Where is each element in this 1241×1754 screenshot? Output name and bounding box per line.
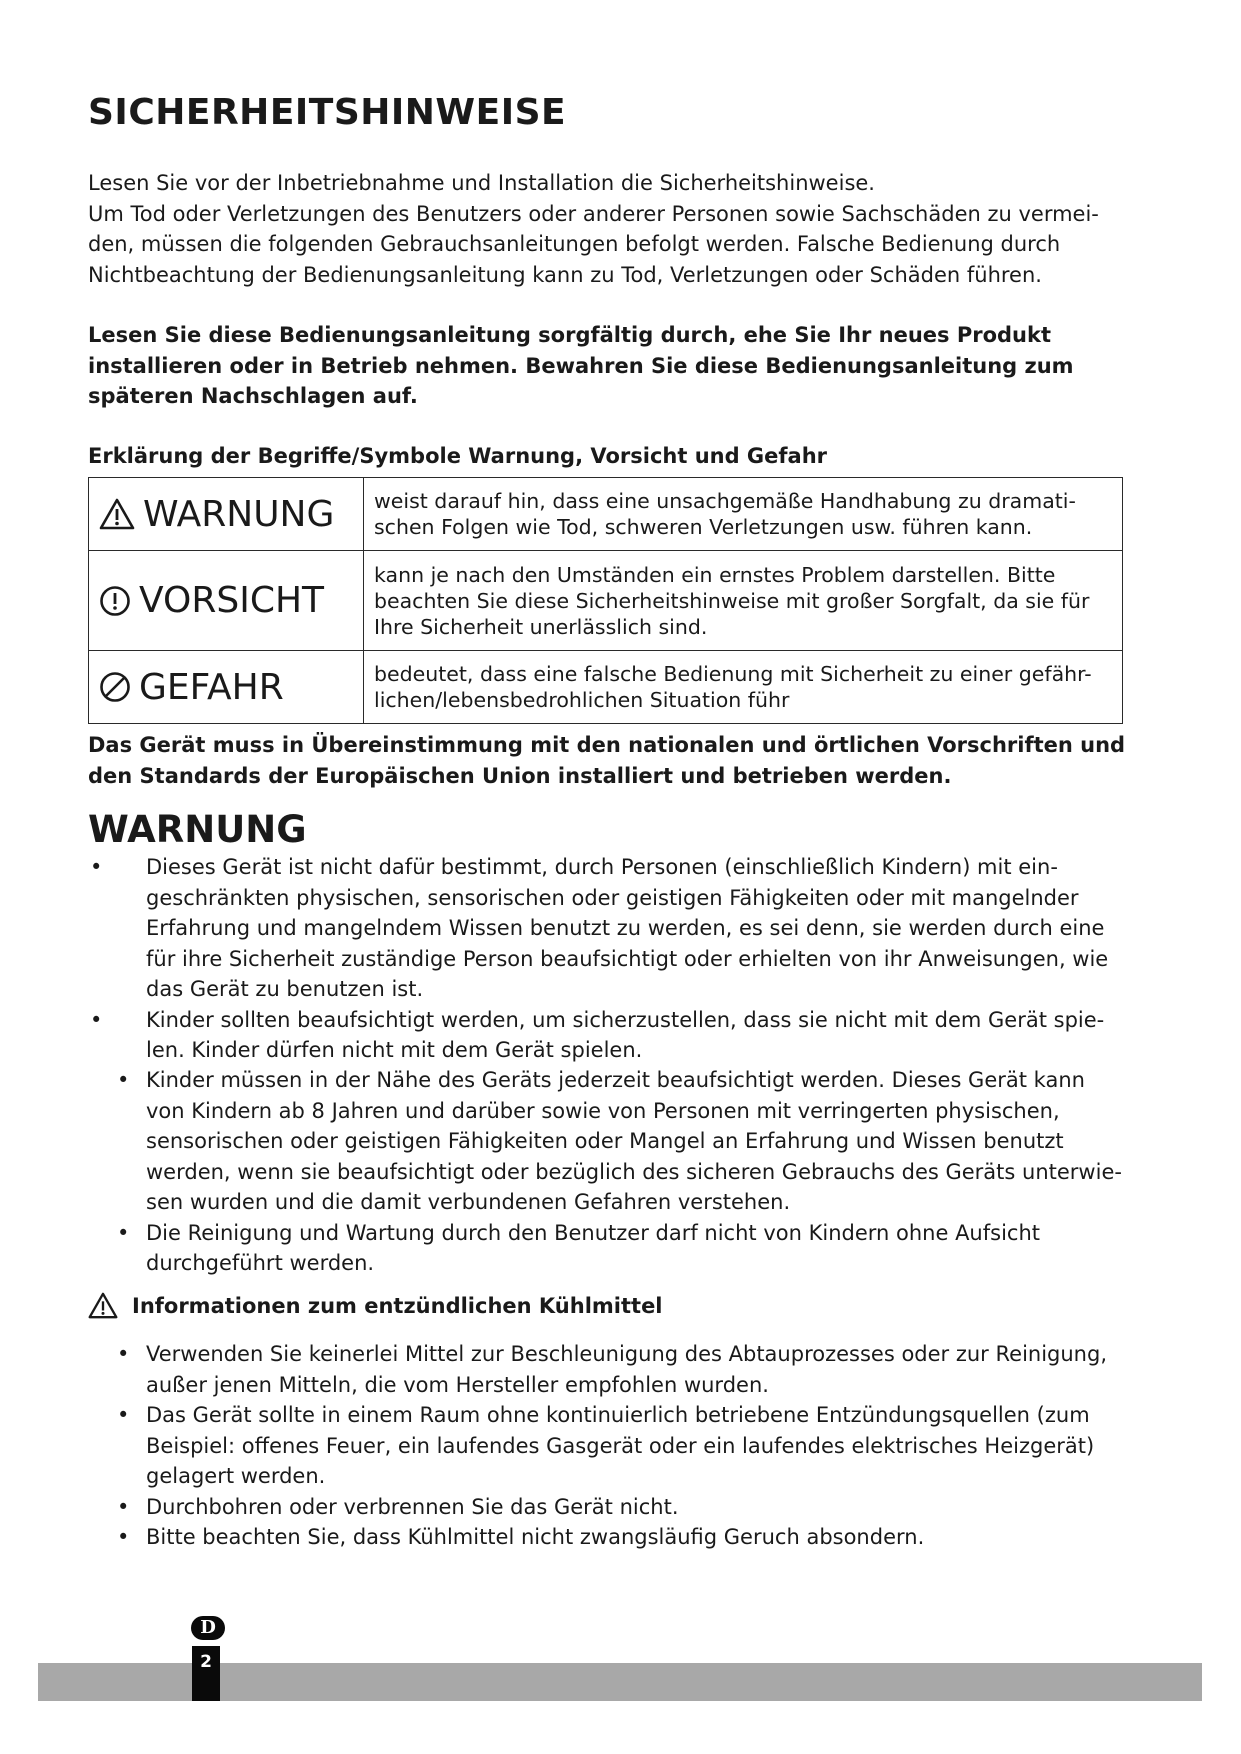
symbols-heading: Erklärung der Begriffe/Symbole Warnung, Vorsicht und Gefahr bbox=[88, 444, 828, 468]
symbol-description: kann je nach den Umständen ein ernstes Problem darstellen. Bitte beachten Sie diese Sicherheitshinweise mit großer Sorgfalt, da sie für Ihre Sicherheit unerlässlich sind. bbox=[364, 551, 1123, 651]
symbol-description: weist darauf hin, dass eine unsachgemäße Handhabung zu dramati-schen Folgen wie Tod, schweren Verletzungen usw. führen kann. bbox=[364, 478, 1123, 551]
table-row bbox=[89, 551, 1123, 651]
warning-title: WARNUNG bbox=[88, 808, 307, 851]
list-item bbox=[88, 1065, 1128, 1218]
read-manual-note: Lesen Sie diese Bedienungsanleitung sorgfältig durch, ehe Sie Ihr neues Produkt installieren oder in Betrieb nehmen. Bewahren Sie diese Bedienungsanleitung zum späteren Nachschlagen auf. bbox=[88, 323, 1074, 408]
list-item-text: Dieses Gerät ist nicht dafür bestimmt, durch Personen (einschließlich Kindern) mit ein-geschränkten physischen, sensorischen oder geistigen Fähigkeiten oder mit mangelnder Erfahrung und mangelndem Wissen benutzt zu werden, es sei denn, sie werden durch eine für ihre Sicherheit zuständige Person beaufsichtigt oder erhielten von ihr Anweisungen, wie das Gerät zu benutzen ist. bbox=[146, 855, 1109, 1001]
coolant-heading-text: Informationen zum entzündlichen Kühlmittel bbox=[132, 1293, 663, 1318]
warning-list bbox=[88, 852, 1128, 1066]
list-item-text: Bitte beachten Sie, dass Kühlmittel nicht zwangsläufig Geruch absondern. bbox=[146, 1525, 925, 1549]
list-item bbox=[88, 1339, 1128, 1400]
list-item-text: Verwenden Sie keinerlei Mittel zur Beschleunigung des Abtauprozesses oder zur Reinigung, außer jenen Mitteln, die vom Hersteller empfohlen wurden. bbox=[146, 1342, 1107, 1397]
bullet-icon: • bbox=[117, 1403, 130, 1427]
symbol-label: GEFAHR bbox=[139, 666, 284, 708]
bullet-icon: • bbox=[117, 1342, 130, 1366]
symbol-description: bedeutet, dass eine falsche Bedienung mit Sicherheit zu einer gefähr-lichen/lebensbedrohlichen Situation führ bbox=[364, 651, 1123, 724]
bullet-icon: • bbox=[90, 1007, 103, 1032]
warning-list bbox=[88, 1065, 1128, 1279]
list-item-text: Durchbohren oder verbrennen Sie das Gerät nicht. bbox=[146, 1494, 679, 1519]
list-item bbox=[88, 1005, 1128, 1066]
symbol-label: WARNUNG bbox=[143, 493, 335, 535]
bullet-icon: • bbox=[117, 1220, 130, 1245]
page-title: SICHERHEITSHINWEISE bbox=[88, 92, 567, 133]
eu-compliance-note: Das Gerät muss in Übereinstimmung mit den nationalen und örtlichen Vorschriften und den Standards der Europäischen Union installiert und betrieben werden. bbox=[88, 733, 1126, 788]
symbol-label-cell bbox=[89, 478, 364, 551]
warning-triangle-icon bbox=[88, 1292, 118, 1319]
list-item bbox=[88, 852, 1128, 1005]
list-item-text: Kinder sollten beaufsichtigt werden, um sicherzustellen, dass sie nicht mit dem Gerät spie-len. Kinder dürfen nicht mit dem Gerät spielen. bbox=[146, 1007, 1105, 1062]
intro-paragraph: Um Tod oder Verletzungen des Benutzers oder anderer Personen sowie Sachschäden zu vermei-den, müssen die folgenden Gebrauchsanleitungen befolgt werden. Falsche Bedienung durch Nichtbeachtung der Bedienungsanleitung kann zu Tod, Verletzungen oder Schäden führen. bbox=[88, 201, 1099, 287]
list-item bbox=[88, 1492, 1128, 1523]
symbol-label-cell bbox=[89, 651, 364, 724]
list-item-text: Kinder müssen in der Nähe des Geräts jederzeit beaufsichtigt werden. Dieses Gerät kann von Kindern ab 8 Jahren und darüber sowie von Personen mit verringerten physischen, sensorischen oder geistigen Fähigkeiten oder Mangel an Erfahrung und Wissen benutzt werden, wenn sie beaufsichtigt oder bezüglich des sicheren Gebrauchs des Geräts unterwie-sen wurden und die damit verbundenen Gefahren verstehen. bbox=[146, 1068, 1122, 1214]
list-item bbox=[88, 1400, 1128, 1492]
list-item bbox=[88, 1522, 1128, 1553]
symbols-table bbox=[88, 477, 1123, 724]
intro-paragraph: Lesen Sie vor der Inbetriebnahme und Installation die Sicherheitshinweise. bbox=[88, 171, 875, 195]
bullet-icon: • bbox=[117, 1525, 130, 1549]
intro-text bbox=[88, 168, 1128, 290]
symbol-label: VORSICHT bbox=[139, 580, 325, 621]
list-item-text: Die Reinigung und Wartung durch den Benutzer darf nicht von Kindern ohne Aufsicht durchgeführt werden. bbox=[146, 1220, 1040, 1275]
symbol-label-cell bbox=[89, 551, 364, 651]
exclamation-circle-icon bbox=[99, 585, 131, 617]
bullet-icon: • bbox=[117, 1068, 130, 1092]
page-number: 2 bbox=[192, 1646, 220, 1701]
list-item bbox=[88, 1218, 1128, 1279]
coolant-heading bbox=[88, 1292, 663, 1319]
list-item-text: Das Gerät sollte in einem Raum ohne kontinuierlich betriebene Entzündungsquellen (zum Beispiel: offenes Feuer, ein laufendes Gasgerät oder ein laufendes elektrisches Heizgerät) gelagert werden. bbox=[146, 1403, 1095, 1488]
table-row bbox=[89, 478, 1123, 551]
warning-triangle-icon bbox=[99, 498, 135, 530]
bullet-icon: • bbox=[90, 855, 103, 879]
bullet-icon: • bbox=[117, 1494, 130, 1519]
coolant-list bbox=[88, 1339, 1128, 1553]
table-row bbox=[89, 651, 1123, 724]
prohibited-icon bbox=[99, 671, 131, 703]
language-badge: D bbox=[191, 1616, 225, 1640]
